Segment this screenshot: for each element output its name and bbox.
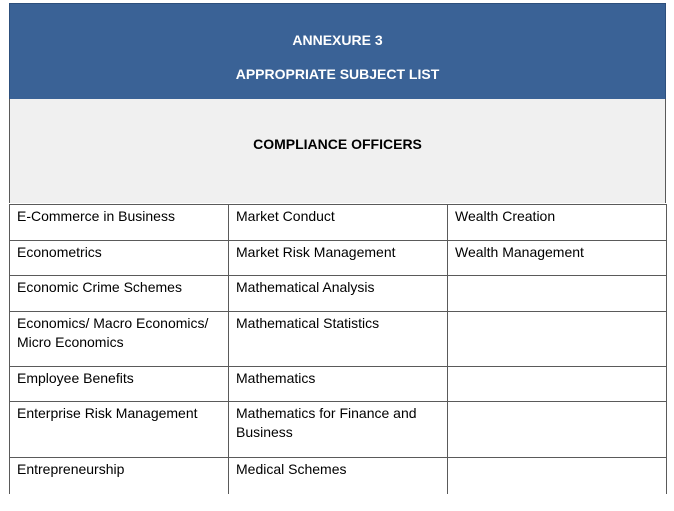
subject-cell (448, 402, 667, 458)
subject-list-title: APPROPRIATE SUBJECT LIST (235, 66, 440, 82)
subject-cell: Market Conduct (229, 205, 448, 241)
role-title: COMPLIANCE OFFICERS (253, 136, 422, 152)
subject-cell: Employee Benefits (10, 367, 229, 402)
subject-cell: Mathematics (229, 367, 448, 402)
table-row (10, 276, 667, 312)
subject-cell: Market Risk Management (229, 241, 448, 276)
table-row (10, 241, 667, 276)
subject-cell: Economics/ Macro Economics/ Micro Economics (10, 312, 229, 367)
role-header (9, 99, 666, 203)
table-row (10, 312, 667, 367)
subject-cell: Wealth Creation (448, 205, 667, 241)
subject-cell: Econometrics (10, 241, 229, 276)
table-row (10, 205, 667, 241)
subject-cell: Mathematical Statistics (229, 312, 448, 367)
subject-cell: Wealth Management (448, 241, 667, 276)
subject-cell: E-Commerce in Business (10, 205, 229, 241)
subject-cell: Medical Schemes (229, 458, 448, 494)
subject-cell: Mathematics for Finance and Business (229, 402, 448, 458)
subject-table (9, 204, 667, 494)
subject-cell (448, 312, 667, 367)
annexure-header (9, 3, 666, 100)
subject-cell (448, 276, 667, 312)
subject-cell: Entrepreneurship (10, 458, 229, 494)
subject-cell: Enterprise Risk Management (10, 402, 229, 458)
subject-cell: Mathematical Analysis (229, 276, 448, 312)
table-row (10, 367, 667, 402)
annexure-number: ANNEXURE 3 (292, 32, 383, 48)
subject-cell: Economic Crime Schemes (10, 276, 229, 312)
subject-cell (448, 367, 667, 402)
table-row (10, 402, 667, 458)
table-row (10, 458, 667, 494)
subject-cell (448, 458, 667, 494)
